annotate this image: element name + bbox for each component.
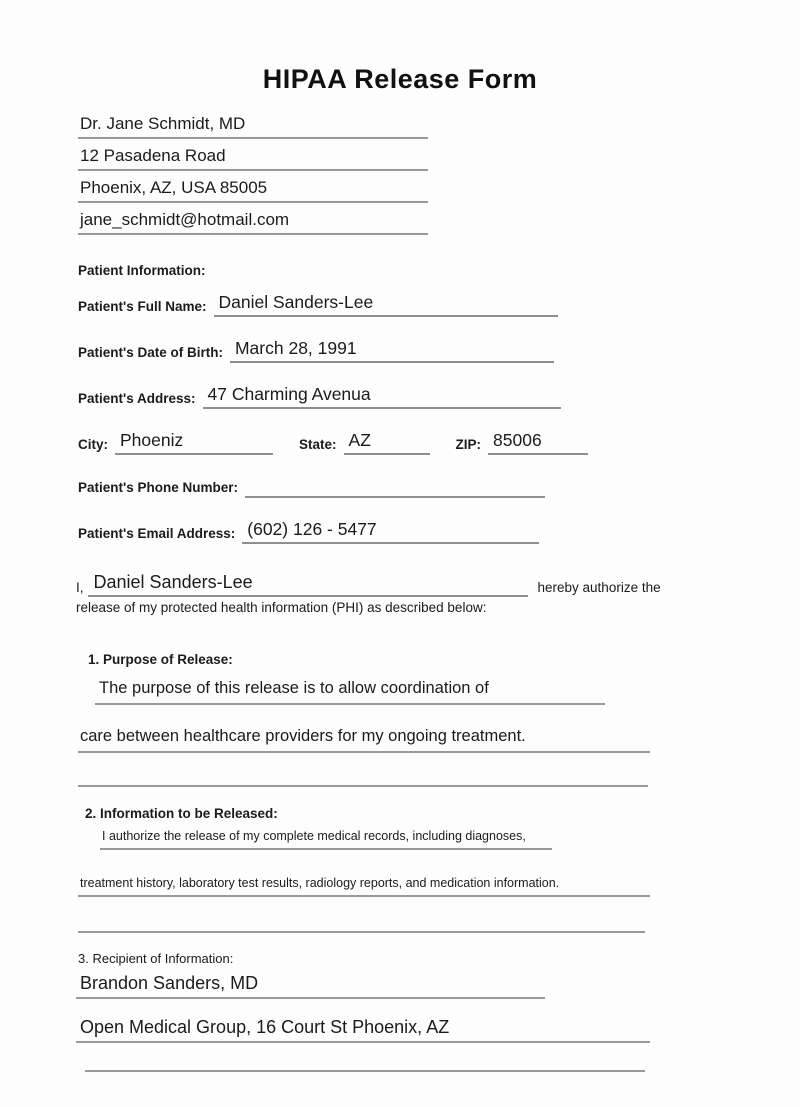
city-field[interactable]: Phoeniz xyxy=(115,430,273,455)
provider-info-block xyxy=(78,113,428,241)
recipient-line-3[interactable] xyxy=(85,1060,645,1072)
authorization-suffix: hereby authorize the xyxy=(537,580,661,595)
dob-field[interactable]: March 28, 1991 xyxy=(230,338,554,363)
phone-label: Patient's Phone Number: xyxy=(78,480,238,495)
patient-information-heading: Patient Information: xyxy=(78,263,206,278)
authorization-prefix: I, xyxy=(76,580,84,595)
purpose-line-2[interactable]: care between healthcare providers for my ongoing treatment. xyxy=(78,727,650,753)
provider-name-field[interactable]: Dr. Jane Schmidt, MD xyxy=(78,113,428,139)
authorization-statement xyxy=(76,572,726,615)
information-heading: 2. Information to be Released: xyxy=(85,806,278,821)
recipient-line-2[interactable]: Open Medical Group, 16 Court St Phoenix, AZ xyxy=(76,1017,650,1043)
information-to-be-released-section xyxy=(78,806,650,933)
phone-field[interactable] xyxy=(245,476,545,498)
full-name-row xyxy=(78,292,678,317)
phone-row xyxy=(78,476,678,498)
address-label: Patient's Address: xyxy=(78,391,196,406)
authorization-line1 xyxy=(76,572,726,597)
information-line-3[interactable] xyxy=(78,921,645,933)
state-label: State: xyxy=(299,437,337,452)
email-label: Patient's Email Address: xyxy=(78,526,236,541)
full-name-field[interactable]: Daniel Sanders-Lee xyxy=(214,292,558,317)
address-field[interactable]: 47 Charming Avenua xyxy=(203,384,561,409)
zip-label: ZIP: xyxy=(455,437,482,452)
patient-information-section xyxy=(78,263,678,544)
authorization-line2: release of my protected health information (PHI) as described below: xyxy=(76,600,487,615)
form-title: HIPAA Release Form xyxy=(262,64,538,94)
dob-label: Patient's Date of Birth: xyxy=(78,345,223,360)
information-line-2[interactable]: treatment history, laboratory test results, radiology reports, and medication information. xyxy=(78,876,650,897)
recipient-of-information-section xyxy=(76,951,650,1072)
state-field[interactable]: AZ xyxy=(344,430,430,455)
provider-email-field[interactable]: jane_schmidt@hotmail.com xyxy=(78,209,428,235)
recipient-line-1[interactable]: Brandon Sanders, MD xyxy=(76,973,545,999)
provider-city-field[interactable]: Phoenix, AZ, USA 85005 xyxy=(78,177,428,203)
email-row xyxy=(78,519,678,544)
full-name-label: Patient's Full Name: xyxy=(78,299,207,314)
address-row xyxy=(78,384,678,409)
authorizer-name-field[interactable]: Daniel Sanders-Lee xyxy=(88,572,528,597)
provider-street-field[interactable]: 12 Pasadena Road xyxy=(78,145,428,171)
city-label: City: xyxy=(78,437,108,452)
purpose-heading: 1. Purpose of Release: xyxy=(88,652,233,667)
purpose-line-1[interactable]: The purpose of this release is to allow coordination of xyxy=(95,679,605,705)
recipient-heading: 3. Recipient of Information: xyxy=(78,951,234,966)
zip-field[interactable]: 85006 xyxy=(488,430,588,455)
information-line-1[interactable]: I authorize the release of my complete medical records, including diagnoses, xyxy=(100,829,552,850)
email-field[interactable]: (602) 126 - 5477 xyxy=(242,519,539,544)
purpose-of-release-section xyxy=(78,652,650,787)
dob-row xyxy=(78,338,678,363)
city-state-zip-row xyxy=(78,430,678,455)
purpose-line-3[interactable] xyxy=(78,773,648,787)
